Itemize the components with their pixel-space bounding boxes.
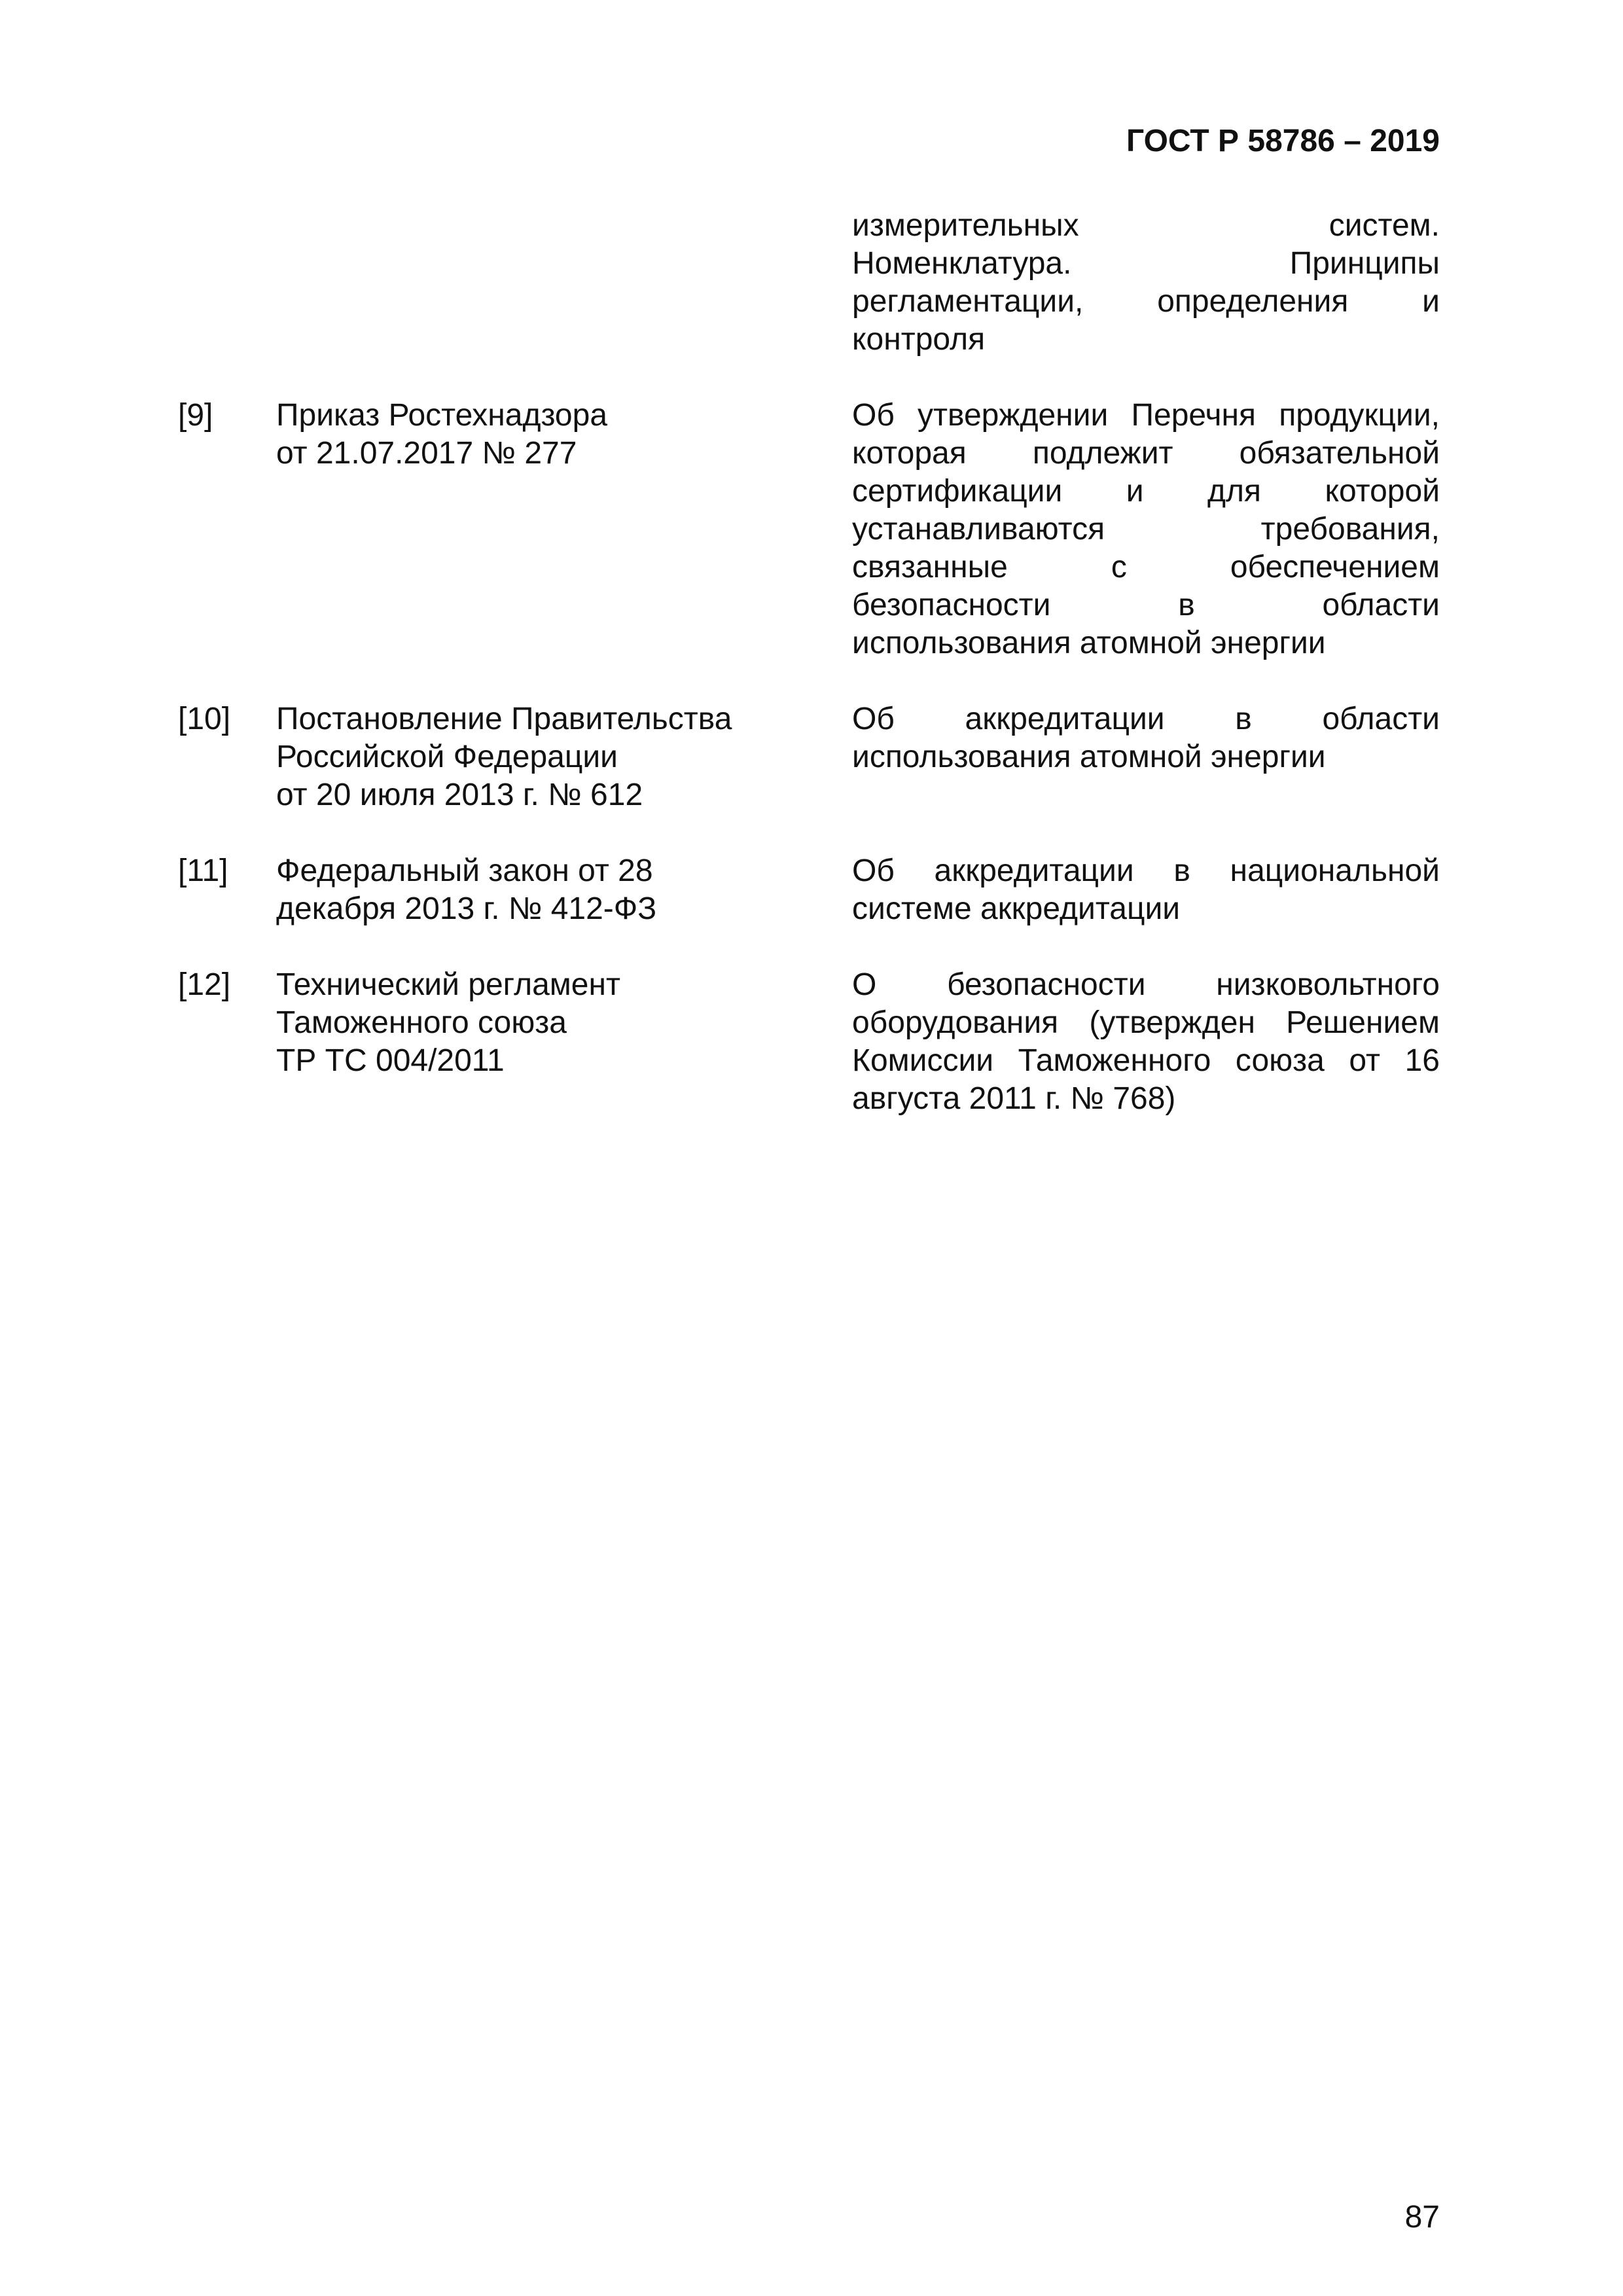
reference-source-line: Приказ Ростехнадзора [276, 398, 608, 433]
reference-title-line: которая подлежит обязательной [852, 436, 1440, 471]
reference-title [852, 207, 1440, 359]
reference-source-line: от 21.07.2017 № 277 [276, 436, 577, 471]
standard-code: ГОСТ Р 58786 – 2019 [1126, 124, 1440, 158]
reference-row [178, 397, 1440, 662]
reference-title-line: системе аккредитации [852, 891, 1181, 926]
reference-number: [12] [178, 967, 231, 1002]
reference-source [276, 852, 852, 928]
reference-title [852, 397, 1440, 662]
reference-title-line: сертификации и для которой [852, 474, 1440, 509]
reference-source-line: Постановление Правительства [276, 702, 732, 736]
reference-title-line: измерительных систем. [852, 208, 1440, 243]
reference-source [276, 966, 852, 1080]
reference-row [178, 852, 1440, 928]
reference-title-line: контроля [852, 322, 986, 357]
reference-source-line: Федеральный закон от 28 [276, 853, 653, 888]
reference-row [178, 207, 1440, 359]
reference-source-line: Технический регламент [276, 967, 620, 1002]
reference-title-line: использования атомной энергии [852, 740, 1326, 774]
reference-title [852, 966, 1440, 1118]
reference-title-line: Об аккредитации в национальной [852, 853, 1440, 888]
reference-source-line: от 20 июля 2013 г. № 612 [276, 778, 643, 812]
bibliography-table [178, 207, 1440, 1156]
page-number: 87 [1404, 2200, 1440, 2234]
reference-title [852, 700, 1440, 776]
reference-title-line: безопасности в области [852, 588, 1440, 622]
reference-number: [11] [178, 853, 228, 888]
reference-title-line: регламентации, определения и [852, 284, 1440, 319]
reference-source-line: Российской Федерации [276, 740, 618, 774]
reference-title-line: Об аккредитации в области [852, 702, 1440, 736]
reference-title-line: оборудования (утвержден Решением [852, 1005, 1440, 1040]
reference-row [178, 966, 1440, 1118]
reference-row [178, 700, 1440, 814]
reference-source-line: Таможенного союза [276, 1005, 567, 1040]
document-header [982, 123, 1440, 160]
reference-title-line: Об утверждении Перечня продукции, [852, 398, 1440, 433]
reference-number: [9] [178, 398, 213, 433]
reference-title-line: Номенклатура. Принципы [852, 246, 1440, 281]
reference-source [276, 700, 852, 814]
reference-title-line: устанавливаются требования, [852, 512, 1440, 547]
reference-source [276, 397, 852, 473]
reference-title-line: Комиссии Таможенного союза от 16 [852, 1043, 1440, 1078]
reference-title [852, 852, 1440, 928]
reference-title-line: августа 2011 г. № 768) [852, 1081, 1176, 1116]
reference-title-line: связанные с обеспечением [852, 550, 1440, 584]
reference-title-line: О безопасности низковольтного [852, 967, 1440, 1002]
reference-number: [10] [178, 702, 231, 736]
reference-source-line: ТР ТС 004/2011 [276, 1043, 505, 1078]
reference-title-line: использования атомной энергии [852, 626, 1326, 660]
reference-source-line: декабря 2013 г. № 412-ФЗ [276, 891, 657, 926]
